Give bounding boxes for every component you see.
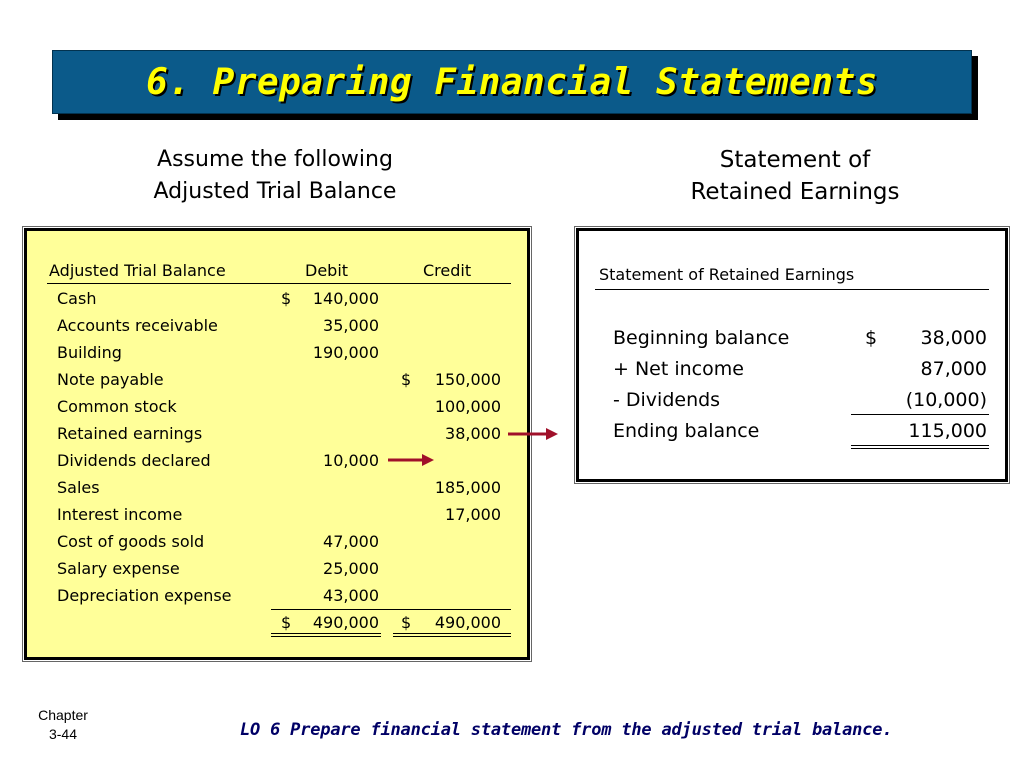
statement-line-amount: 87,000 [920, 358, 987, 380]
retained-earnings-caption [640, 144, 950, 208]
account-name: Retained earnings [57, 424, 203, 443]
credit-amount: 185,000 [434, 478, 501, 497]
debit-sign: $ [281, 289, 292, 308]
statement-line-sign: $ [865, 327, 878, 349]
arrow-right-icon [388, 452, 434, 468]
double-rule-debit-1 [271, 633, 381, 634]
title-banner [52, 50, 972, 114]
credit-amount: 100,000 [434, 397, 501, 416]
chapter-page: 3-44 [48, 726, 78, 742]
account-name: Salary expense [57, 559, 180, 578]
statement-line-label: Ending balance [613, 420, 760, 442]
dividends-underline [851, 414, 989, 415]
total-credit-sign: $ [401, 613, 412, 632]
debit-amount: 47,000 [323, 532, 379, 551]
statement-line-label: Beginning balance [613, 327, 790, 349]
credit-sign: $ [401, 370, 412, 389]
trial-balance-caption [110, 144, 440, 208]
account-name: Common stock [57, 397, 177, 416]
chapter-text: Chapter [38, 707, 88, 723]
debit-column-header: Debit [305, 261, 349, 280]
caption-line: Adjusted Trial Balance [153, 179, 397, 204]
retained-earnings-heading: Statement of Retained Earnings [599, 265, 855, 284]
total-rule [271, 609, 511, 610]
account-name: Cash [57, 289, 97, 308]
debit-amount: 10,000 [323, 451, 379, 470]
learning-objective: LO 6 Prepare financial statement from the adjusted trial balance. [240, 720, 893, 740]
credit-amount: 38,000 [445, 424, 501, 443]
chapter-label [28, 706, 98, 744]
caption-line: Retained Earnings [690, 179, 900, 205]
double-rule-credit-1 [393, 633, 511, 634]
arrow-head [546, 428, 558, 440]
trial-balance-panel [24, 228, 530, 660]
debit-amount: 35,000 [323, 316, 379, 335]
account-name: Dividends declared [57, 451, 211, 470]
debit-amount: 140,000 [312, 289, 379, 308]
debit-amount: 190,000 [312, 343, 379, 362]
total-credit: 490,000 [434, 613, 501, 632]
debit-amount: 25,000 [323, 559, 379, 578]
account-column-header: Adjusted Trial Balance [49, 261, 226, 280]
retained-earnings-panel [576, 228, 1008, 482]
account-name: Building [57, 343, 122, 362]
arrow-head [422, 454, 434, 466]
total-debit: 490,000 [312, 613, 379, 632]
credit-amount: 17,000 [445, 505, 501, 524]
double-rule-debit-2 [271, 636, 381, 637]
statement-line-amount: (10,000) [905, 389, 987, 411]
debit-amount: 43,000 [323, 586, 379, 605]
credit-column-header: Credit [423, 261, 472, 280]
account-name: Sales [57, 478, 100, 497]
arrow-right-icon [508, 426, 558, 442]
statement-line-amount: 38,000 [920, 327, 987, 349]
account-name: Depreciation expense [57, 586, 232, 605]
account-name: Note payable [57, 370, 164, 389]
credit-amount: 150,000 [434, 370, 501, 389]
heading-rule [595, 289, 989, 290]
slide-title: 6. Preparing Financial Statements [146, 61, 878, 103]
account-name: Interest income [57, 505, 183, 524]
double-rule-credit-2 [393, 636, 511, 637]
ending-underline-2 [851, 448, 989, 449]
caption-line: Statement of [719, 147, 871, 173]
caption-line: Assume the following [157, 147, 393, 172]
header-rule [47, 283, 511, 284]
ending-underline-1 [851, 445, 989, 446]
statement-line-amount: 115,000 [908, 420, 987, 442]
statement-line-label: + Net income [613, 358, 744, 380]
total-debit-sign: $ [281, 613, 292, 632]
account-name: Cost of goods sold [57, 532, 205, 551]
account-name: Accounts receivable [57, 316, 218, 335]
statement-line-label: - Dividends [613, 389, 721, 411]
